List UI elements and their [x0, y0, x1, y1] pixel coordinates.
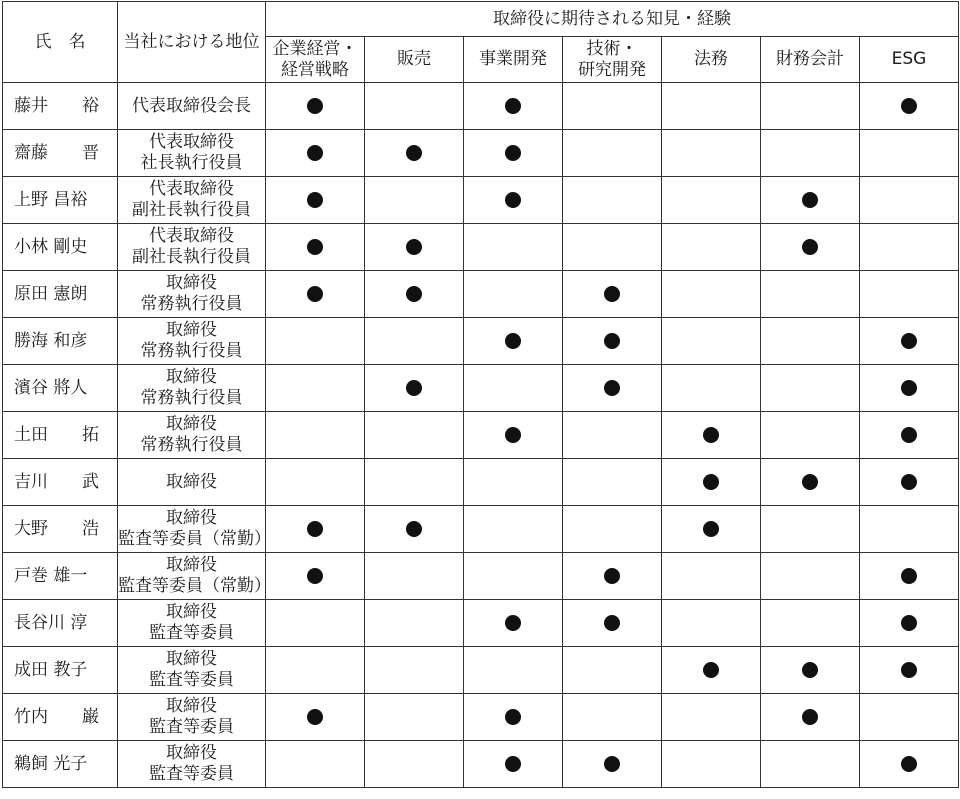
skill-cell — [464, 224, 563, 271]
skill-cell — [860, 224, 959, 271]
skill-cell — [464, 741, 563, 788]
skill-cell — [365, 506, 464, 553]
skill-cell — [761, 130, 860, 177]
skill-cell — [860, 600, 959, 647]
director-name: 竹内 巌 — [3, 694, 118, 741]
filled-circle-icon — [901, 98, 917, 114]
skill-cell — [662, 177, 761, 224]
skill-cell — [464, 459, 563, 506]
skill-cell — [662, 553, 761, 600]
skill-cell — [662, 600, 761, 647]
director-row — [3, 459, 959, 506]
filled-circle-icon — [505, 192, 521, 208]
skill-cell — [464, 365, 563, 412]
director-name: 戸巻 雄一 — [3, 553, 118, 600]
skill-cell — [266, 647, 365, 694]
director-position: 取締役 常務執行役員 — [118, 365, 266, 412]
skill-cell — [662, 412, 761, 459]
skill-cell — [662, 130, 761, 177]
skill-cell — [365, 83, 464, 130]
skill-cell — [563, 459, 662, 506]
director-position: 取締役 — [118, 459, 266, 506]
director-position: 取締役 監査等委員 — [118, 741, 266, 788]
director-name: 成田 教子 — [3, 647, 118, 694]
filled-circle-icon — [604, 333, 620, 349]
director-name: 勝海 和彦 — [3, 318, 118, 365]
skill-cell — [761, 694, 860, 741]
director-row — [3, 600, 959, 647]
skill-cell — [761, 177, 860, 224]
director-position: 取締役 監査等委員 — [118, 647, 266, 694]
filled-circle-icon — [406, 145, 422, 161]
filled-circle-icon — [406, 380, 422, 396]
skill-cell — [266, 83, 365, 130]
skill-column-header: 法務 — [662, 37, 761, 83]
director-position: 代表取締役会長 — [118, 83, 266, 130]
filled-circle-icon — [307, 192, 323, 208]
filled-circle-icon — [802, 192, 818, 208]
skill-column-header: 技術・ 研究開発 — [563, 37, 662, 83]
skill-cell — [761, 459, 860, 506]
skill-cell — [662, 694, 761, 741]
director-name: 原田 憲朗 — [3, 271, 118, 318]
director-position: 代表取締役 副社長執行役員 — [118, 177, 266, 224]
filled-circle-icon — [307, 145, 323, 161]
skill-cell — [761, 318, 860, 365]
skill-cell — [464, 318, 563, 365]
filled-circle-icon — [307, 521, 323, 537]
skill-cell — [860, 459, 959, 506]
director-position: 取締役 監査等委員（常勤） — [118, 506, 266, 553]
filled-circle-icon — [901, 333, 917, 349]
director-row — [3, 365, 959, 412]
filled-circle-icon — [901, 662, 917, 678]
skill-cell — [266, 318, 365, 365]
director-row — [3, 553, 959, 600]
filled-circle-icon — [604, 380, 620, 396]
filled-circle-icon — [802, 662, 818, 678]
skill-cell — [563, 130, 662, 177]
director-position: 代表取締役 副社長執行役員 — [118, 224, 266, 271]
director-row — [3, 224, 959, 271]
skill-cell — [860, 365, 959, 412]
director-position: 取締役 監査等委員 — [118, 600, 266, 647]
skill-cell — [662, 271, 761, 318]
director-name: 濱谷 將人 — [3, 365, 118, 412]
skill-cell — [860, 177, 959, 224]
filled-circle-icon — [307, 286, 323, 302]
skill-cell — [365, 647, 464, 694]
director-row — [3, 506, 959, 553]
skill-cell — [662, 506, 761, 553]
skill-cell — [662, 83, 761, 130]
skill-cell — [860, 412, 959, 459]
director-name: 大野 浩 — [3, 506, 118, 553]
skill-cell — [761, 365, 860, 412]
skill-cell — [563, 647, 662, 694]
skill-cell — [266, 130, 365, 177]
filled-circle-icon — [703, 662, 719, 678]
skill-cell — [266, 459, 365, 506]
filled-circle-icon — [901, 568, 917, 584]
filled-circle-icon — [505, 145, 521, 161]
filled-circle-icon — [307, 98, 323, 114]
skill-cell — [563, 694, 662, 741]
director-position: 取締役 常務執行役員 — [118, 271, 266, 318]
skill-cell — [662, 318, 761, 365]
skill-cell — [266, 271, 365, 318]
filled-circle-icon — [703, 521, 719, 537]
board-skills-matrix — [2, 1, 959, 788]
position-column-header: 当社における地位 — [118, 2, 266, 83]
skill-cell — [761, 506, 860, 553]
director-position: 取締役 監査等委員（常勤） — [118, 553, 266, 600]
skill-cell — [563, 412, 662, 459]
skill-cell — [662, 224, 761, 271]
skill-cell — [365, 224, 464, 271]
director-name: 齋藤 晋 — [3, 130, 118, 177]
skill-cell — [860, 130, 959, 177]
skill-cell — [365, 459, 464, 506]
skill-cell — [860, 694, 959, 741]
skill-cell — [266, 365, 365, 412]
director-name: 土田 拓 — [3, 412, 118, 459]
director-row — [3, 318, 959, 365]
skill-cell — [563, 506, 662, 553]
skill-cell — [266, 224, 365, 271]
filled-circle-icon — [604, 615, 620, 631]
skill-cell — [464, 130, 563, 177]
skill-cell — [662, 459, 761, 506]
filled-circle-icon — [406, 239, 422, 255]
skill-cell — [365, 130, 464, 177]
skill-cell — [464, 553, 563, 600]
director-row — [3, 83, 959, 130]
filled-circle-icon — [604, 568, 620, 584]
filled-circle-icon — [901, 615, 917, 631]
director-row — [3, 647, 959, 694]
skill-cell — [563, 177, 662, 224]
skill-cell — [365, 271, 464, 318]
skill-cell — [563, 365, 662, 412]
skill-column-header: 企業経営・ 経営戦略 — [266, 37, 365, 83]
director-name: 長谷川 淳 — [3, 600, 118, 647]
director-name: 小林 剛史 — [3, 224, 118, 271]
director-name: 藤井 裕 — [3, 83, 118, 130]
filled-circle-icon — [901, 427, 917, 443]
skill-column-header: 財務会計 — [761, 37, 860, 83]
skill-cell — [464, 694, 563, 741]
skill-column-header: 販売 — [365, 37, 464, 83]
skill-cell — [563, 224, 662, 271]
skill-column-header: ESG — [860, 37, 959, 83]
skill-cell — [662, 647, 761, 694]
director-row — [3, 741, 959, 788]
skill-cell — [464, 412, 563, 459]
skill-cell — [860, 271, 959, 318]
filled-circle-icon — [406, 521, 422, 537]
matrix-body — [3, 83, 959, 788]
skill-cell — [365, 694, 464, 741]
director-row — [3, 271, 959, 318]
filled-circle-icon — [505, 756, 521, 772]
skill-cell — [266, 600, 365, 647]
skill-cell — [365, 412, 464, 459]
skill-cell — [860, 83, 959, 130]
skill-cell — [365, 365, 464, 412]
skill-cell — [761, 412, 860, 459]
director-position: 代表取締役 社長執行役員 — [118, 130, 266, 177]
skill-cell — [761, 647, 860, 694]
skill-cell — [662, 741, 761, 788]
skill-cell — [563, 83, 662, 130]
skill-cell — [266, 553, 365, 600]
skill-cell — [860, 506, 959, 553]
name-column-header: 氏 名 — [3, 2, 118, 83]
skill-cell — [761, 83, 860, 130]
filled-circle-icon — [901, 756, 917, 772]
skill-cell — [860, 318, 959, 365]
skill-cell — [365, 553, 464, 600]
director-row — [3, 412, 959, 459]
filled-circle-icon — [505, 333, 521, 349]
skill-cell — [365, 318, 464, 365]
director-name: 上野 昌裕 — [3, 177, 118, 224]
director-row — [3, 130, 959, 177]
director-position: 取締役 監査等委員 — [118, 694, 266, 741]
skill-cell — [860, 553, 959, 600]
skill-cell — [266, 412, 365, 459]
filled-circle-icon — [901, 380, 917, 396]
director-name: 鵜飼 光子 — [3, 741, 118, 788]
skill-cell — [365, 741, 464, 788]
skills-group-header: 取締役に期待される知見・経験 — [266, 2, 959, 37]
filled-circle-icon — [307, 709, 323, 725]
filled-circle-icon — [901, 474, 917, 490]
filled-circle-icon — [604, 756, 620, 772]
filled-circle-icon — [802, 709, 818, 725]
skill-cell — [563, 271, 662, 318]
filled-circle-icon — [505, 709, 521, 725]
skill-cell — [662, 365, 761, 412]
skill-cell — [563, 741, 662, 788]
skill-cell — [464, 271, 563, 318]
director-position: 取締役 常務執行役員 — [118, 318, 266, 365]
skill-cell — [464, 83, 563, 130]
matrix-header — [3, 2, 959, 83]
skill-cell — [563, 600, 662, 647]
skill-cell — [563, 553, 662, 600]
skill-column-header: 事業開発 — [464, 37, 563, 83]
skill-cell — [266, 741, 365, 788]
director-row — [3, 177, 959, 224]
filled-circle-icon — [505, 615, 521, 631]
skill-cell — [761, 741, 860, 788]
director-name: 吉川 武 — [3, 459, 118, 506]
director-position: 取締役 常務執行役員 — [118, 412, 266, 459]
skill-cell — [464, 506, 563, 553]
filled-circle-icon — [802, 239, 818, 255]
filled-circle-icon — [703, 427, 719, 443]
skill-cell — [365, 600, 464, 647]
skill-cell — [563, 318, 662, 365]
filled-circle-icon — [703, 474, 719, 490]
filled-circle-icon — [406, 286, 422, 302]
filled-circle-icon — [604, 286, 620, 302]
skill-cell — [761, 224, 860, 271]
filled-circle-icon — [802, 474, 818, 490]
filled-circle-icon — [505, 98, 521, 114]
skill-cell — [266, 506, 365, 553]
skill-cell — [464, 600, 563, 647]
filled-circle-icon — [307, 568, 323, 584]
filled-circle-icon — [307, 239, 323, 255]
director-row — [3, 694, 959, 741]
skill-cell — [761, 271, 860, 318]
skill-cell — [266, 177, 365, 224]
skill-cell — [365, 177, 464, 224]
skill-cell — [266, 694, 365, 741]
filled-circle-icon — [505, 427, 521, 443]
skill-cell — [761, 553, 860, 600]
skill-cell — [860, 741, 959, 788]
skill-cell — [860, 647, 959, 694]
skill-cell — [464, 177, 563, 224]
skill-cell — [464, 647, 563, 694]
skill-cell — [761, 600, 860, 647]
